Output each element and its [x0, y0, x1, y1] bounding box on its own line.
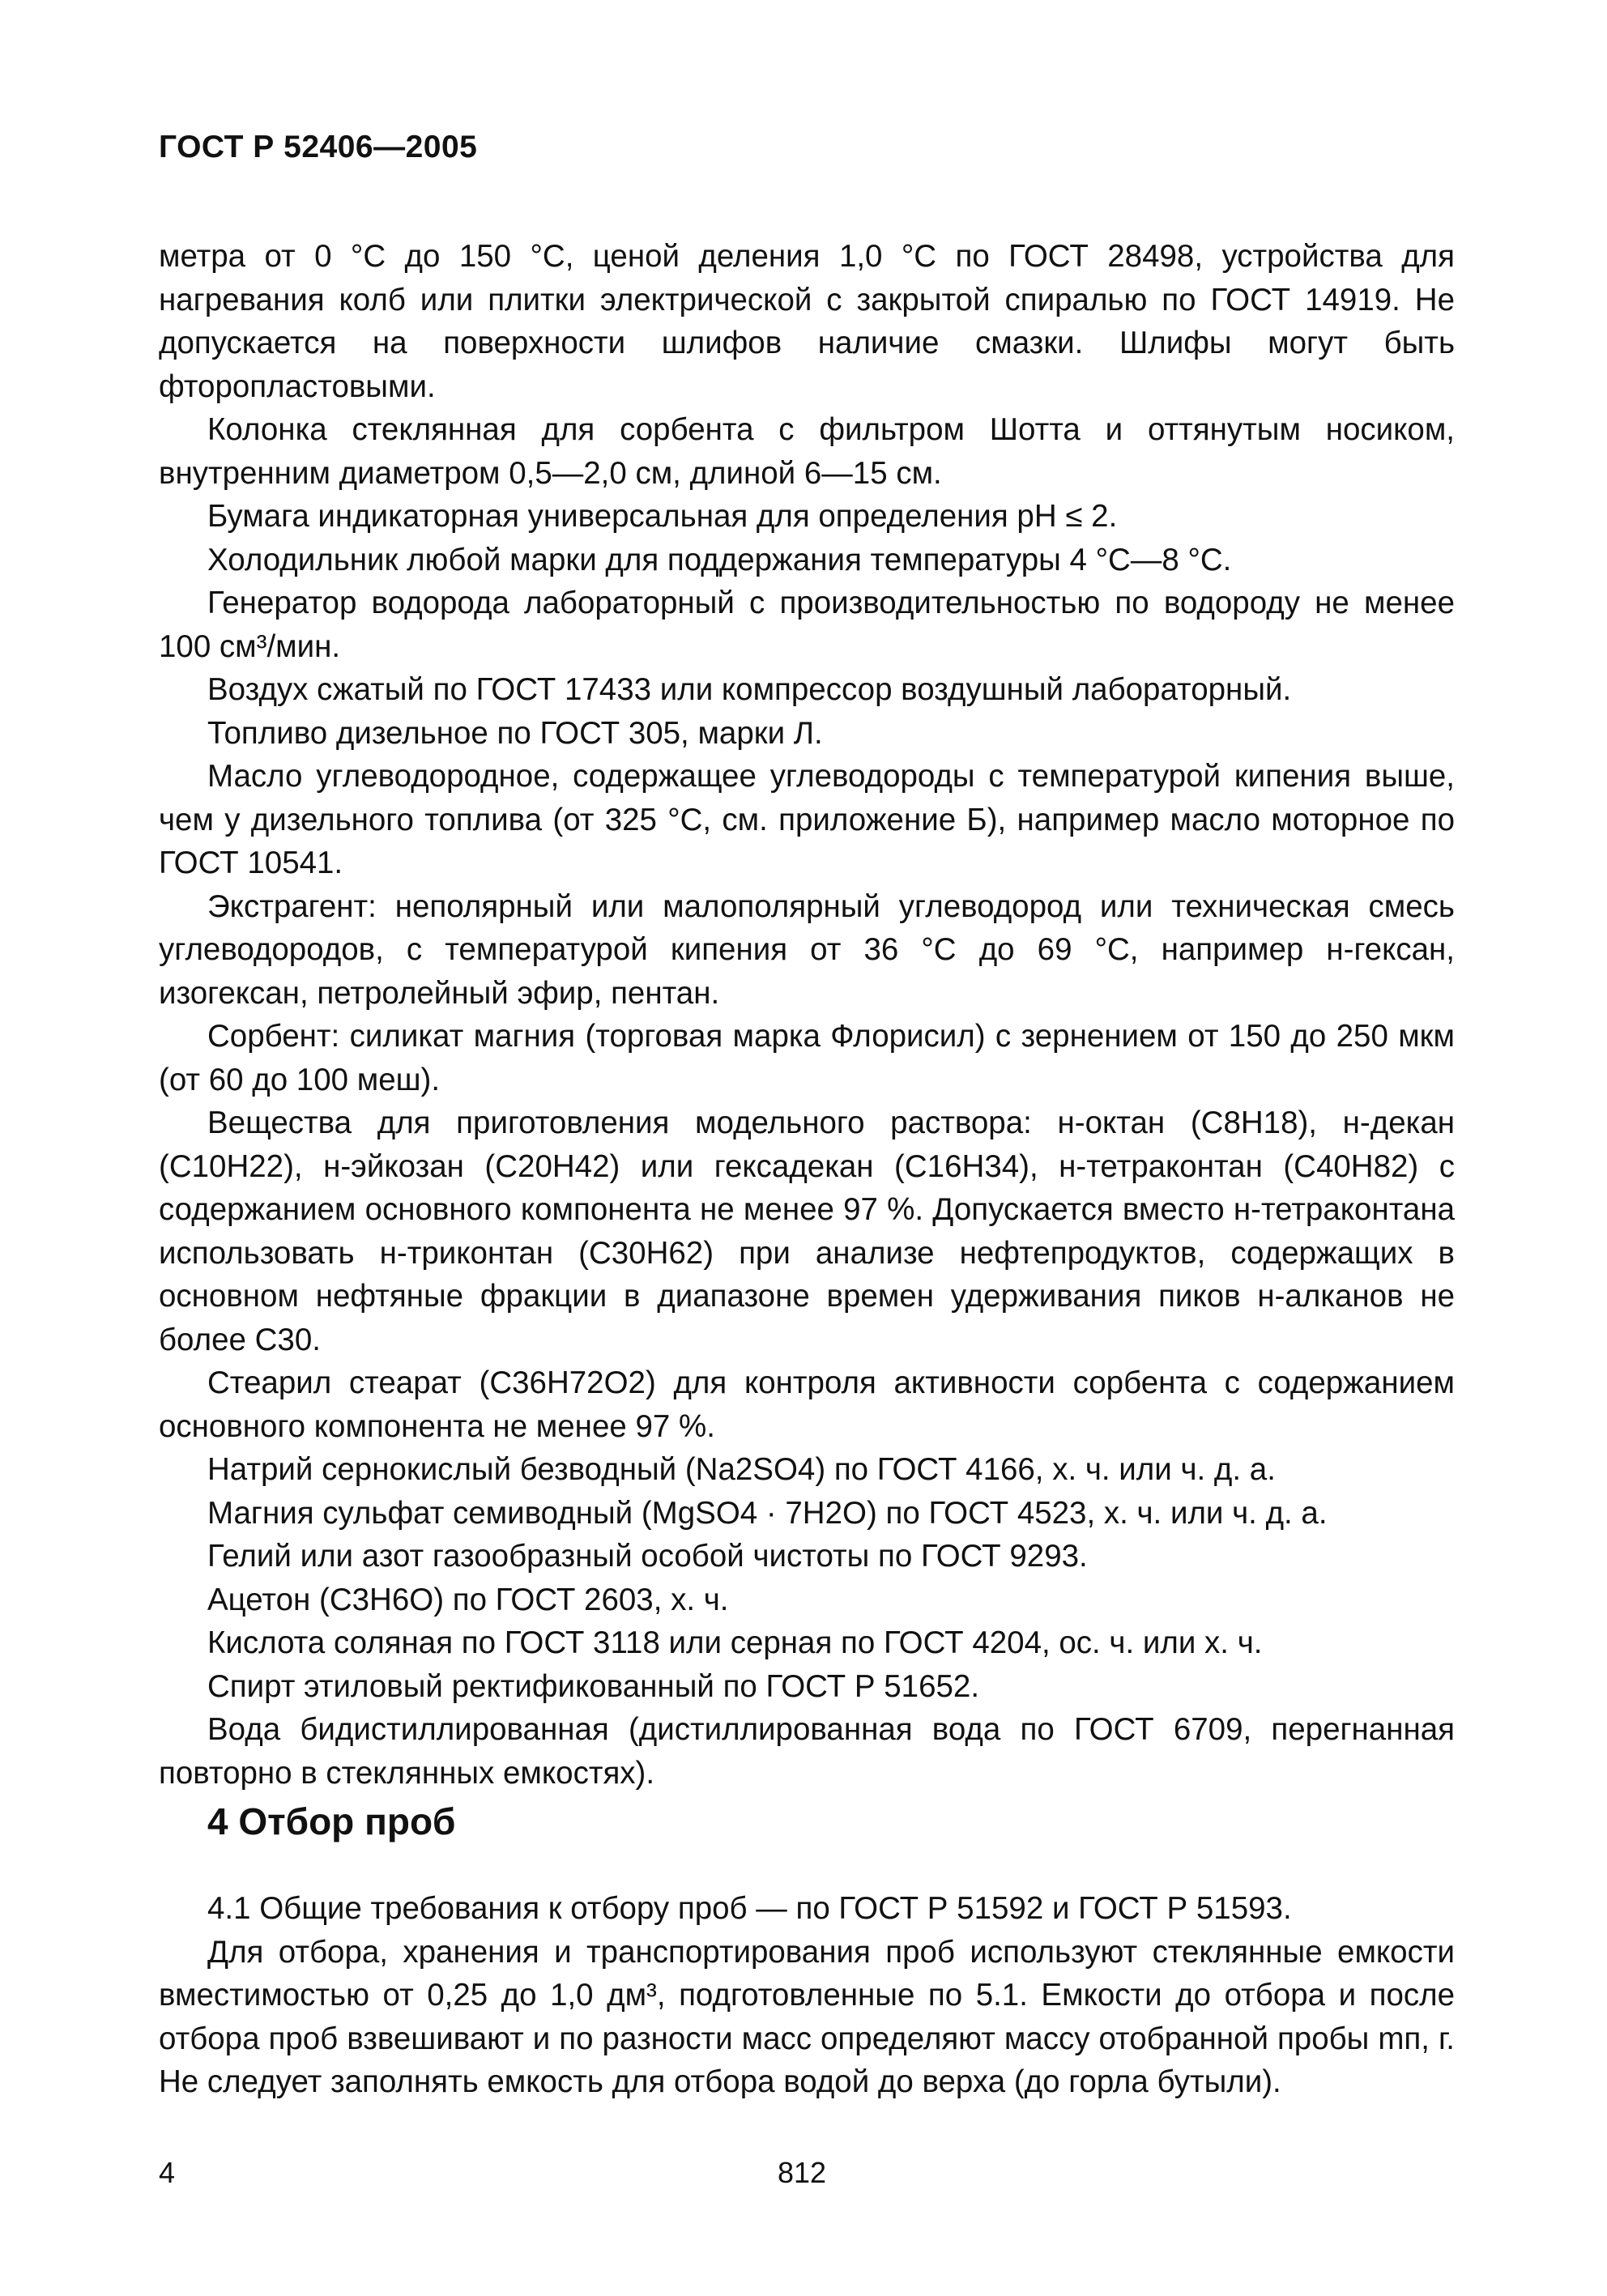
paragraph: Масло углеводородное, содержащее углеводороды с температурой кипения выше, чем у дизельного топлива (от 325 °С, см. приложение Б), например масло моторное по ГОСТ 10541. [159, 759, 1455, 880]
paragraph: Генератор водорода лабораторный с производительностью по водороду не менее 100 см³/мин. [159, 586, 1455, 664]
paragraph: Магния сульфат семиводный (MgSO4 · 7H2O) по ГОСТ 4523, х. ч. или ч. д. а. [207, 1495, 1328, 1531]
paragraph: Колонка стеклянная для сорбента с фильтром Шотта и оттянутым носиком, внутренним диаметром 0,5—2,0 см, длиной 6—15 см. [159, 412, 1455, 491]
paragraph: Стеарил стеарат (C36H72O2) для контроля активности сорбента с содержанием основного компонента не менее 97 %. [159, 1365, 1455, 1444]
paragraph: Гелий или азот газообразный особой чистоты по ГОСТ 9293. [207, 1539, 1088, 1574]
paragraph: Для отбора, хранения и транспортирования проб используют стеклянные емкости вместимостью от 0,25 до 1,0 дм³, подготовленные по 5.1. Емкости до отбора и после отбора проб взвешивают и по разности масс определяют массу отобранной пробы mп, г. Не следует заполнять емкость для отбора водой до верха (до горла бутыли). [159, 1934, 1455, 2099]
paragraph: метра от 0 °С до 150 °С, ценой деления 1,0 °С по ГОСТ 28498, устройства для нагревания колб или плитки электрической с закрытой спиралью по ГОСТ 14919. Не допускается на поверхности шлифов наличие смазки. Шлифы могут быть фторопластовыми. [159, 239, 1455, 404]
page-number: 4 [159, 2156, 176, 2189]
paragraph: Холодильник любой марки для поддержания температуры 4 °С—8 °С. [207, 542, 1232, 577]
paragraph: Топливо дизельное по ГОСТ 305, марки Л. [207, 715, 823, 751]
paragraph: Экстрагент: неполярный или малополярный углеводород или техническая смесь углеводородов, с температурой кипения от 36 °С до 69 °С, например н-гексан, изогексан, петролейный эфир, пентан. [159, 888, 1455, 1011]
paragraph: Воздух сжатый по ГОСТ 17433 или компрессор воздушный лабораторный. [207, 672, 1292, 707]
sheet-number: 812 [778, 2156, 827, 2189]
paragraph: Бумага индикаторная универсальная для определения pH ≤ 2. [207, 499, 1118, 534]
section-text [159, 1887, 1455, 2104]
paragraph: Сорбент: силикат магния (торговая марка Флорисил) с зернением от 150 до 250 мкм (от 60 до 100 меш). [159, 1019, 1455, 1097]
running-header: ГОСТ Р 52406—2005 [159, 130, 478, 164]
paragraph: Натрий сернокислый безводный (Na2SO4) по ГОСТ 4166, х. ч. или ч. д. а. [207, 1452, 1276, 1487]
paragraph: Кислота соляная по ГОСТ 3118 или серная по ГОСТ 4204, ос. ч. или х. ч. [207, 1625, 1263, 1660]
paragraph: Вещества для приготовления модельного раствора: н-октан (C8H18), н-декан (C10H22), н-эйкозан (C20H42) или гексадекан (C16H34), н-тетраконтан (C40H82) с содержанием основного компонента не менее 97 %. Допускается вместо н-тетраконтана использовать н-триконтан (C30H62) при анализе нефтепродуктов, содержащих в основном нефтяные фракции в диапазоне времен удерживания пиков н-алканов не более C30. [159, 1105, 1455, 1357]
paragraph: Ацетон (C3H6O) по ГОСТ 2603, х. ч. [207, 1582, 729, 1617]
body-text [159, 235, 1455, 1795]
paragraph: 4.1 Общие требования к отбору проб — по ГОСТ Р 51592 и ГОСТ Р 51593. [207, 1891, 1292, 1926]
paragraph: Спирт этиловый ректификованный по ГОСТ Р 51652. [207, 1668, 980, 1704]
section-heading: 4 Отбор проб [207, 1800, 456, 1842]
paragraph: Вода бидистиллированная (дистиллированная вода по ГОСТ 6709, перегнанная повторно в стеклянных емкостях). [159, 1712, 1455, 1791]
